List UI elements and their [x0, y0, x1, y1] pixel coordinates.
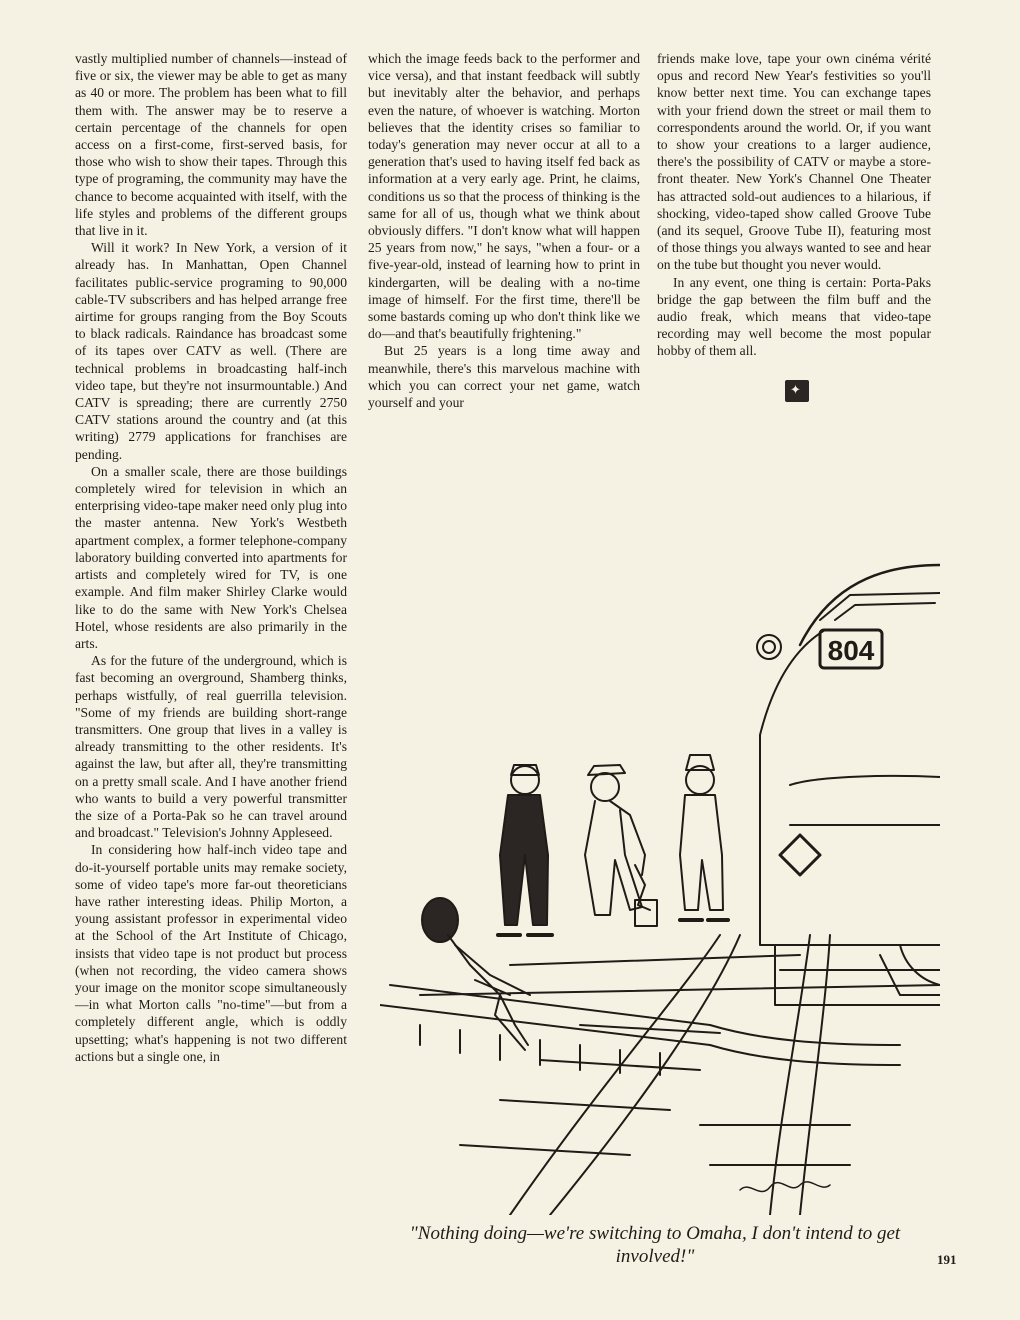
- paragraph: But 25 years is a long time away and meanwhile, there's this marvelous machine with which you can correct your net game, watch yourself and your: [368, 343, 640, 411]
- text-column-2: [368, 50, 640, 411]
- paragraph: vastly multiplied number of channels—instead of five or six, the viewer may be able to get as many as 40 or more. The problem has been what to fill them with. The answer may be to reserve a certain percentage of the channels for open access on a first-come, first-served basis, for those who wish to show their tapes. Through this type of programing, the community may have the chance to become acquainted with itself, with the life styles and problems of the different groups that live in it.: [75, 51, 347, 239]
- paragraph: On a smaller scale, there are those buildings completely wired for television in which an enterprising video-tape maker need only plug into the master antenna. New York's Westbeth apartment complex, a former telephone-company laboratory building converted into apartments for artists and completely wired for TV, is one example. And film maker Shirley Clarke would like to do the same with New York's Chelsea Hotel, whose residents are also primarily in the arts.: [75, 463, 347, 651]
- cartoon-illustration: [380, 525, 940, 1215]
- text-column-1: [75, 50, 347, 1065]
- paragraph: which the image feeds back to the performer and vice versa), and that instant feedback will subtly but inevitably alter the behavior, and perhaps even the nature, of whoever is watching. Morton believes that the identity crises so familiar to today's generation may never occur at all to a generation that's used to having itself fed back as information at a very early age. Print, he claims, conditions us so that the process of thinking is the same for all of us, though what we think about obviously differs. "I don't know what will happen 25 years from now," he says, "when a four- or a five-year-old, instead of learning how to print in kindergarten, will be dealing with a no-time image of himself. For the first time, there'll be some bastards coming up who don't think like we do—and that's beautifully frightening.": [368, 51, 640, 342]
- text-column-3: [657, 50, 931, 402]
- cartoon-caption: "Nothing doing—we're switching to Omaha, I don't intend to get involved!": [409, 1223, 901, 1267]
- locomotive-number: 804: [827, 635, 875, 666]
- page-number: 191: [937, 1252, 957, 1267]
- paragraph: As for the future of the underground, which is fast becoming an overground, Shamberg thinks, perhaps wistfully, of real guerrilla television. "Some of my friends are building short-range transmitters. One group that lives in a valley is already transmitting to the other residents. It's against the law, but after all, they're transmitting on a pretty small scale. And I have another friend who wants to build a very powerful transmitter the size of a Porta-Pak so he can travel around and broadcast." Television's Johnny Appleseed.: [75, 653, 347, 841]
- paragraph: In any event, one thing is certain: Porta-Paks bridge the gap between the film buff and the audio freak, which means that video-tape recording may well become the most popular hobby of them all.: [657, 274, 931, 359]
- paragraph: In considering how half-inch video tape and do-it-yourself portable units may remake society, some of video tape's more far-out theoreticians have rather interesting ideas. Philip Morton, a young assistant professor in experimental video at the School of the Art Institute of Chicago, insists that video tape is not product but process (when not recording, the video camera shows your image on the monitor scope simultaneously—in what Morton calls "no-time"—but from a completely different angle, which is oddly upsetting; what's happening is not two different actions but a single one, in: [75, 842, 347, 1064]
- end-of-article-mark-icon: ✦: [785, 380, 809, 402]
- paragraph: friends make love, tape your own cinéma vérité opus and record New Year's festivities so you'll know better next time. You can exchange tapes with your friend down the street or mail them to correspondents around the world. Or, if you want to show your creations to a larger audience, there's the possibility of CATV or maybe a store-front theater. New York's Channel One Theater has attracted sold-out audiences to a hilarious, if shocking, video-taped show called Groove Tube (and its sequel, Groove Tube II), featuring most of those things you always wanted to see and hear on the tube but thought you never would.: [657, 51, 931, 273]
- paragraph: Will it work? In New York, a version of it already has. In Manhattan, Open Channel facilitates public-service programing to 90,000 cable-TV subscribers and has helped arrange free airtime for groups ranging from the Boy Scouts to black radicals. Raindance has broadcast some of its tapes over CATV as well. (There are technical problems in broadcasting half-inch video tape, but they're not insurmountable.) And CATV is spreading; there are currently 2750 CATV stations around the country and (at this writing) 2779 applications for franchises are pending.: [75, 240, 347, 462]
